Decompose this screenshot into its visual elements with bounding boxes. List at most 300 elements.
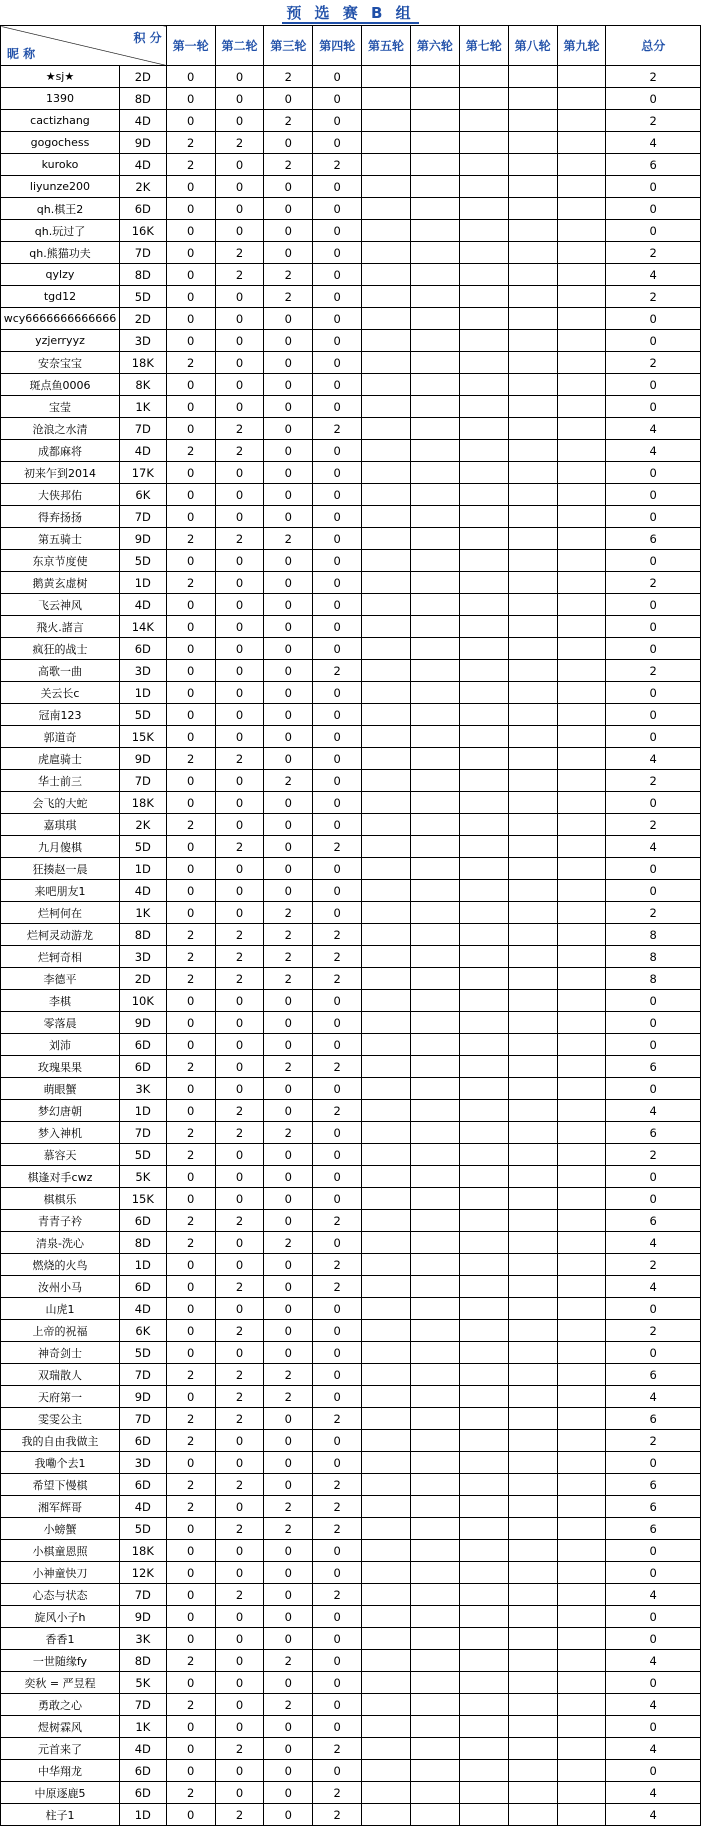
round-score-cell: 0: [313, 286, 362, 308]
total-cell: 2: [606, 66, 701, 88]
rank-cell: 6D: [119, 1782, 166, 1804]
total-cell: 0: [606, 176, 701, 198]
round-score-cell: [410, 1210, 459, 1232]
table-row: [1, 352, 701, 374]
round-score-cell: 0: [264, 1210, 313, 1232]
player-name-cell: 狂揍赵一晨: [1, 858, 120, 880]
player-name-cell: qh.熊猫功夫: [1, 242, 120, 264]
round-score-cell: [557, 1254, 606, 1276]
player-name-cell: 冠南123: [1, 704, 120, 726]
round-score-cell: [362, 264, 411, 286]
total-cell: 6: [606, 1122, 701, 1144]
table-row: [1, 704, 701, 726]
round-score-cell: [557, 462, 606, 484]
round-score-cell: [459, 1188, 508, 1210]
round-score-cell: 0: [264, 616, 313, 638]
round-header: 第八轮: [508, 26, 557, 66]
round-score-cell: [410, 242, 459, 264]
total-cell: 2: [606, 1254, 701, 1276]
round-score-cell: 0: [215, 176, 264, 198]
round-score-cell: [508, 352, 557, 374]
round-score-cell: 0: [166, 616, 215, 638]
round-score-cell: [459, 1276, 508, 1298]
round-score-cell: [362, 1474, 411, 1496]
rank-cell: 1K: [119, 902, 166, 924]
total-cell: 6: [606, 1408, 701, 1430]
round-score-cell: [459, 1056, 508, 1078]
round-score-cell: [508, 154, 557, 176]
total-cell: 6: [606, 1364, 701, 1386]
round-score-cell: 0: [215, 220, 264, 242]
round-score-cell: 0: [264, 484, 313, 506]
round-score-cell: 0: [313, 110, 362, 132]
total-cell: 0: [606, 484, 701, 506]
player-name-cell: 烂柯何在: [1, 902, 120, 924]
round-score-cell: [508, 1716, 557, 1738]
round-score-cell: [410, 572, 459, 594]
round-score-cell: [557, 154, 606, 176]
round-score-cell: 0: [313, 396, 362, 418]
player-name-cell: 梦入神机: [1, 1122, 120, 1144]
round-score-cell: 0: [313, 88, 362, 110]
round-score-cell: [362, 1188, 411, 1210]
table-row: [1, 1320, 701, 1342]
round-score-cell: 0: [264, 858, 313, 880]
round-score-cell: [508, 1276, 557, 1298]
player-name-cell: 香香1: [1, 1628, 120, 1650]
total-cell: 6: [606, 1496, 701, 1518]
round-score-cell: 2: [313, 1254, 362, 1276]
round-score-cell: 0: [166, 1672, 215, 1694]
round-score-cell: 2: [215, 1122, 264, 1144]
total-cell: 4: [606, 1804, 701, 1826]
rank-cell: 18K: [119, 792, 166, 814]
round-score-cell: 0: [166, 902, 215, 924]
round-score-cell: [557, 1342, 606, 1364]
rank-cell: 1D: [119, 1804, 166, 1826]
round-score-cell: [508, 462, 557, 484]
round-score-cell: [459, 308, 508, 330]
round-score-cell: 0: [264, 242, 313, 264]
round-header: 第三轮: [264, 26, 313, 66]
rank-cell: 12K: [119, 1562, 166, 1584]
total-cell: 0: [606, 594, 701, 616]
table-row: [1, 924, 701, 946]
round-score-cell: 0: [264, 550, 313, 572]
round-score-cell: 0: [166, 1188, 215, 1210]
round-score-cell: 0: [166, 1738, 215, 1760]
round-score-cell: [410, 660, 459, 682]
round-score-cell: [557, 66, 606, 88]
round-score-cell: [459, 1012, 508, 1034]
round-score-cell: [508, 1518, 557, 1540]
round-score-cell: [557, 1518, 606, 1540]
round-score-cell: 0: [264, 176, 313, 198]
round-score-cell: [410, 704, 459, 726]
round-score-cell: 0: [166, 1386, 215, 1408]
round-score-cell: [557, 1100, 606, 1122]
round-score-cell: [508, 1144, 557, 1166]
round-score-cell: [410, 1056, 459, 1078]
round-score-cell: [557, 836, 606, 858]
round-score-cell: [410, 1298, 459, 1320]
rank-cell: 8D: [119, 264, 166, 286]
total-cell: 6: [606, 154, 701, 176]
round-score-cell: [362, 1738, 411, 1760]
round-score-cell: [459, 1804, 508, 1826]
rank-cell: 7D: [119, 1122, 166, 1144]
round-score-cell: 2: [264, 946, 313, 968]
rank-cell: 4D: [119, 1298, 166, 1320]
round-score-cell: 0: [166, 484, 215, 506]
round-score-cell: 0: [264, 726, 313, 748]
rank-cell: 3D: [119, 330, 166, 352]
round-score-cell: 0: [215, 902, 264, 924]
round-score-cell: 0: [215, 374, 264, 396]
table-row: [1, 1188, 701, 1210]
rank-cell: 9D: [119, 528, 166, 550]
total-cell: 2: [606, 1144, 701, 1166]
round-score-cell: [362, 1518, 411, 1540]
round-score-cell: 0: [166, 594, 215, 616]
round-score-cell: [410, 1254, 459, 1276]
player-name-cell: 成都麻将: [1, 440, 120, 462]
total-cell: 0: [606, 682, 701, 704]
round-score-cell: [362, 638, 411, 660]
round-score-cell: [362, 726, 411, 748]
rank-cell: 18K: [119, 1540, 166, 1562]
round-score-cell: 0: [166, 198, 215, 220]
round-score-cell: 2: [166, 1496, 215, 1518]
total-cell: 2: [606, 1320, 701, 1342]
rank-cell: 2D: [119, 66, 166, 88]
round-score-cell: [508, 682, 557, 704]
round-score-cell: [557, 660, 606, 682]
round-score-cell: [459, 440, 508, 462]
player-name-cell: 来吧朋友1: [1, 880, 120, 902]
round-score-cell: [459, 1364, 508, 1386]
player-name-cell: 萌眼蟹: [1, 1078, 120, 1100]
round-score-cell: 0: [215, 990, 264, 1012]
player-name-cell: gogochess: [1, 132, 120, 154]
round-score-cell: [362, 1100, 411, 1122]
round-score-cell: [557, 1166, 606, 1188]
total-cell: 0: [606, 1628, 701, 1650]
round-score-cell: 2: [215, 946, 264, 968]
table-row: [1, 1474, 701, 1496]
round-score-cell: 0: [215, 704, 264, 726]
round-score-cell: 0: [264, 1254, 313, 1276]
round-score-cell: 2: [264, 110, 313, 132]
round-score-cell: [459, 374, 508, 396]
round-score-cell: 0: [264, 1408, 313, 1430]
round-score-cell: [410, 484, 459, 506]
round-score-cell: [508, 1628, 557, 1650]
round-score-cell: [459, 1628, 508, 1650]
round-score-cell: [557, 484, 606, 506]
round-score-cell: [410, 682, 459, 704]
round-score-cell: [459, 154, 508, 176]
round-score-cell: [362, 132, 411, 154]
player-name-cell: 勇敢之心: [1, 1694, 120, 1716]
table-row: [1, 616, 701, 638]
round-score-cell: [410, 1166, 459, 1188]
round-score-cell: [410, 1738, 459, 1760]
round-score-cell: [362, 792, 411, 814]
table-row: [1, 1672, 701, 1694]
round-header: 第五轮: [362, 26, 411, 66]
round-score-cell: 0: [166, 66, 215, 88]
table-row: [1, 286, 701, 308]
round-score-cell: [362, 1804, 411, 1826]
round-score-cell: 0: [313, 814, 362, 836]
round-score-cell: [508, 88, 557, 110]
round-score-cell: [362, 836, 411, 858]
rank-cell: 9D: [119, 1012, 166, 1034]
round-score-cell: 0: [313, 1232, 362, 1254]
round-score-cell: 0: [215, 1166, 264, 1188]
round-score-cell: 2: [215, 440, 264, 462]
round-score-cell: [459, 968, 508, 990]
round-score-cell: [508, 616, 557, 638]
round-score-cell: 0: [313, 440, 362, 462]
player-name-cell: cactizhang: [1, 110, 120, 132]
table-row: [1, 440, 701, 462]
round-score-cell: [557, 1232, 606, 1254]
table-row: [1, 660, 701, 682]
round-score-cell: 0: [313, 880, 362, 902]
round-score-cell: [459, 1100, 508, 1122]
rank-cell: 6D: [119, 1276, 166, 1298]
round-score-cell: [362, 154, 411, 176]
round-score-cell: 0: [264, 594, 313, 616]
round-score-cell: 0: [313, 1078, 362, 1100]
player-name-cell: 初来乍到2014: [1, 462, 120, 484]
round-score-cell: 0: [215, 352, 264, 374]
player-name-cell: 小神童快刀: [1, 1562, 120, 1584]
player-name-cell: 郭道奇: [1, 726, 120, 748]
round-score-cell: [459, 550, 508, 572]
table-row: [1, 1254, 701, 1276]
round-score-cell: [362, 1408, 411, 1430]
round-score-cell: 0: [215, 1430, 264, 1452]
player-name-cell: 柱子1: [1, 1804, 120, 1826]
round-score-cell: 0: [313, 990, 362, 1012]
round-score-cell: [362, 1210, 411, 1232]
round-score-cell: [557, 286, 606, 308]
round-score-cell: [362, 990, 411, 1012]
total-cell: 8: [606, 968, 701, 990]
round-score-cell: [557, 1738, 606, 1760]
rank-cell: 7D: [119, 770, 166, 792]
round-score-cell: [557, 1386, 606, 1408]
round-score-cell: [362, 924, 411, 946]
total-cell: 0: [606, 1452, 701, 1474]
round-score-cell: 0: [166, 682, 215, 704]
rank-cell: 8K: [119, 374, 166, 396]
player-name-cell: 华士前三: [1, 770, 120, 792]
table-row: [1, 1562, 701, 1584]
round-score-cell: 0: [264, 308, 313, 330]
round-score-cell: [459, 1496, 508, 1518]
table-row: [1, 748, 701, 770]
round-score-cell: [410, 1474, 459, 1496]
total-cell: 0: [606, 1562, 701, 1584]
table-row: [1, 1012, 701, 1034]
table-row: [1, 1452, 701, 1474]
round-score-cell: 2: [215, 1210, 264, 1232]
round-score-cell: [459, 770, 508, 792]
table-row: [1, 418, 701, 440]
round-score-cell: [557, 946, 606, 968]
player-name-cell: 棋逢对手cwz: [1, 1166, 120, 1188]
round-score-cell: [362, 1254, 411, 1276]
round-score-cell: [362, 902, 411, 924]
table-row: [1, 1276, 701, 1298]
round-score-cell: [410, 924, 459, 946]
total-cell: 4: [606, 748, 701, 770]
round-score-cell: [410, 858, 459, 880]
table-row: [1, 1166, 701, 1188]
total-cell: 4: [606, 836, 701, 858]
round-score-cell: [557, 440, 606, 462]
rank-cell: 15K: [119, 726, 166, 748]
round-score-cell: 0: [313, 330, 362, 352]
total-cell: 0: [606, 1606, 701, 1628]
round-score-cell: [410, 1496, 459, 1518]
round-score-cell: [508, 440, 557, 462]
round-score-cell: 0: [215, 880, 264, 902]
round-score-cell: 2: [166, 440, 215, 462]
round-score-cell: 0: [166, 176, 215, 198]
round-score-cell: 0: [215, 1452, 264, 1474]
total-cell: 0: [606, 704, 701, 726]
round-score-cell: 2: [166, 1210, 215, 1232]
round-score-cell: [508, 1056, 557, 1078]
round-score-cell: [459, 462, 508, 484]
round-score-cell: [410, 1452, 459, 1474]
round-score-cell: [362, 66, 411, 88]
player-name-cell: 天府第一: [1, 1386, 120, 1408]
round-score-cell: [410, 418, 459, 440]
round-score-cell: [410, 770, 459, 792]
round-score-cell: [508, 242, 557, 264]
total-cell: 4: [606, 1584, 701, 1606]
table-row: [1, 1650, 701, 1672]
round-score-cell: [410, 396, 459, 418]
player-name-cell: 我嘞个去1: [1, 1452, 120, 1474]
round-score-cell: 0: [166, 1276, 215, 1298]
round-score-cell: [362, 1166, 411, 1188]
round-score-cell: 0: [313, 132, 362, 154]
player-name-cell: 煜树霖风: [1, 1716, 120, 1738]
round-score-cell: [410, 1716, 459, 1738]
round-score-cell: [508, 1298, 557, 1320]
round-score-cell: 0: [166, 1716, 215, 1738]
round-score-cell: [557, 132, 606, 154]
round-score-cell: [557, 1452, 606, 1474]
round-score-cell: 0: [166, 1628, 215, 1650]
round-score-cell: 0: [215, 1496, 264, 1518]
round-score-cell: [557, 572, 606, 594]
table-row: [1, 946, 701, 968]
round-score-cell: [508, 528, 557, 550]
round-score-cell: [362, 572, 411, 594]
round-score-cell: [508, 572, 557, 594]
round-score-cell: [459, 748, 508, 770]
round-score-cell: 2: [215, 1804, 264, 1826]
round-score-cell: [410, 1584, 459, 1606]
total-cell: 0: [606, 858, 701, 880]
round-score-cell: 0: [215, 660, 264, 682]
round-score-cell: 2: [313, 1408, 362, 1430]
round-score-cell: [410, 1804, 459, 1826]
round-score-cell: [557, 308, 606, 330]
round-score-cell: [557, 374, 606, 396]
round-score-cell: 0: [313, 550, 362, 572]
round-score-cell: [557, 968, 606, 990]
round-header: 第九轮: [557, 26, 606, 66]
round-score-cell: [410, 1144, 459, 1166]
player-name-cell: 1390: [1, 88, 120, 110]
round-score-cell: [410, 1562, 459, 1584]
total-cell: 4: [606, 1232, 701, 1254]
rank-cell: 7D: [119, 506, 166, 528]
player-name-cell: 鹅黄玄虚树: [1, 572, 120, 594]
round-score-cell: 2: [215, 1386, 264, 1408]
round-score-cell: [459, 1716, 508, 1738]
round-score-cell: 2: [166, 1650, 215, 1672]
player-name-cell: 元首来了: [1, 1738, 120, 1760]
round-score-cell: [557, 1716, 606, 1738]
round-score-cell: 0: [313, 528, 362, 550]
round-score-cell: [508, 1782, 557, 1804]
round-score-cell: 2: [264, 1056, 313, 1078]
round-score-cell: 0: [166, 242, 215, 264]
table-row: [1, 638, 701, 660]
round-score-cell: 2: [215, 1100, 264, 1122]
total-cell: 0: [606, 1540, 701, 1562]
round-score-cell: [557, 990, 606, 1012]
round-score-cell: 2: [264, 1496, 313, 1518]
round-score-cell: 0: [264, 506, 313, 528]
round-score-cell: [410, 1078, 459, 1100]
round-score-cell: [557, 1694, 606, 1716]
rank-cell: 5K: [119, 1672, 166, 1694]
round-score-cell: 0: [166, 660, 215, 682]
player-name-cell: 刘沛: [1, 1034, 120, 1056]
round-score-cell: 2: [264, 1364, 313, 1386]
round-score-cell: 0: [264, 88, 313, 110]
round-score-cell: [459, 1408, 508, 1430]
round-score-cell: 0: [264, 220, 313, 242]
round-score-cell: [459, 1342, 508, 1364]
round-score-cell: 0: [215, 1628, 264, 1650]
rank-cell: 4D: [119, 154, 166, 176]
round-score-cell: 2: [166, 1144, 215, 1166]
rank-cell: 5D: [119, 1342, 166, 1364]
rank-cell: 7D: [119, 1584, 166, 1606]
round-score-cell: 0: [313, 638, 362, 660]
round-score-cell: [362, 968, 411, 990]
rank-cell: 7D: [119, 1364, 166, 1386]
player-name-cell: 关云长c: [1, 682, 120, 704]
table-row: [1, 176, 701, 198]
round-score-cell: [410, 1232, 459, 1254]
round-score-cell: 0: [264, 440, 313, 462]
round-score-cell: 0: [313, 242, 362, 264]
round-score-cell: [557, 726, 606, 748]
